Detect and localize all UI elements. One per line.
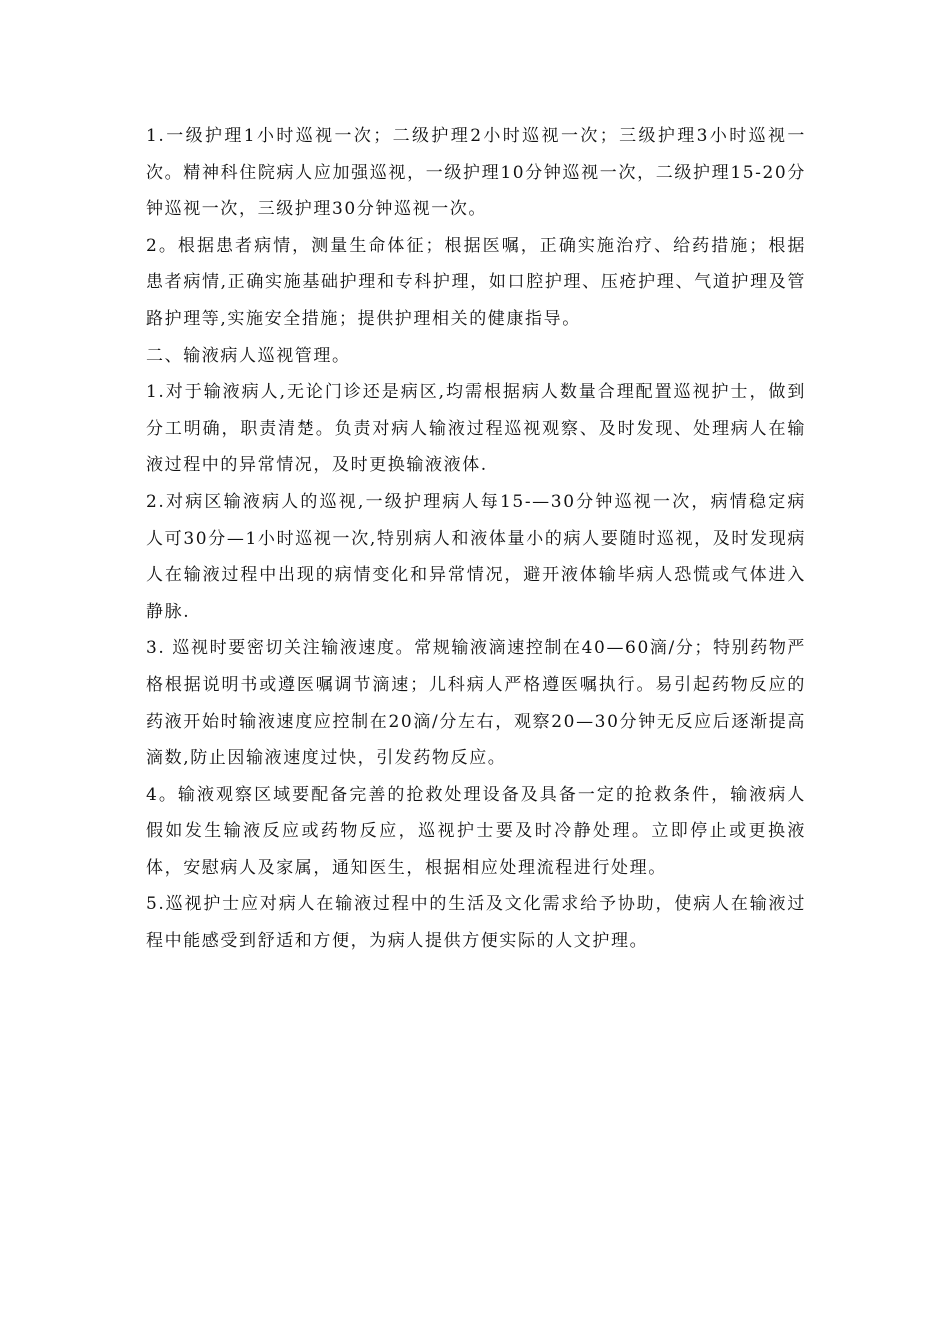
document-body bbox=[146, 118, 806, 960]
paragraph-nurse-allocation: 1.对于输液病人,无论门诊还是病区,均需根据病人数量合理配置巡视护士，做到分工明确，职责清楚。负责对病人输液过程巡视观察、及时发现、处理病人在输液过程中的异常情况，及时更换输液液体. bbox=[146, 382, 806, 476]
paragraph-patrol-frequency: 1.一级护理1小时巡视一次；二级护理2小时巡视一次；三级护理3小时巡视一次。精神科住院病人应加强巡视，一级护理10分钟巡视一次，二级护理15-20分钟巡视一次，三级护理30分钟巡视一次。 bbox=[146, 126, 806, 220]
paragraph-patient-care: 2。根据患者病情，测量生命体征；根据医嘱，正确实施治疗、给药措施；根据患者病情,正确实施基础护理和专科护理，如口腔护理、压疮护理、气道护理及管路护理等,实施安全措施；提供护理相关的健康指导。 bbox=[146, 235, 806, 329]
paragraph-humanistic-care: 5.巡视护士应对病人在输液过程中的生活及文化需求给予协助，使病人在输液过程中能感受到舒适和方便，为病人提供方便实际的人文护理。 bbox=[146, 894, 806, 952]
paragraph-ward-patrol: 2.对病区输液病人的巡视,一级护理病人每15-—30分钟巡视一次，病情稳定病人可30分—1小时巡视一次,特别病人和液体量小的病人要随时巡视，及时发现病人在输液过程中出现的病情变化和异常情况，避开液体输毕病人恐慌或气体进入静脉. bbox=[146, 491, 806, 622]
paragraph-infusion-speed: 3. 巡视时要密切关注输液速度。常规输液滴速控制在40—60滴/分；特别药物严格根据说明书或遵医嘱调节滴速；儿科病人严格遵医嘱执行。易引起药物反应的药液开始时输液速度应控制在20滴/分左右，观察20—30分钟无反应后逐渐提高滴数,防止因输液速度过快，引发药物反应。 bbox=[146, 638, 807, 769]
section-heading-infusion: 二、输液病人巡视管理。 bbox=[146, 345, 351, 366]
paragraph-emergency-handling: 4。输液观察区域要配备完善的抢救处理设备及具备一定的抢救条件，输液病人假如发生输液反应或药物反应，巡视护士要及时冷静处理。立即停止或更换液体，安慰病人及家属，通知医生，根据相应处理流程进行处理。 bbox=[146, 784, 806, 878]
